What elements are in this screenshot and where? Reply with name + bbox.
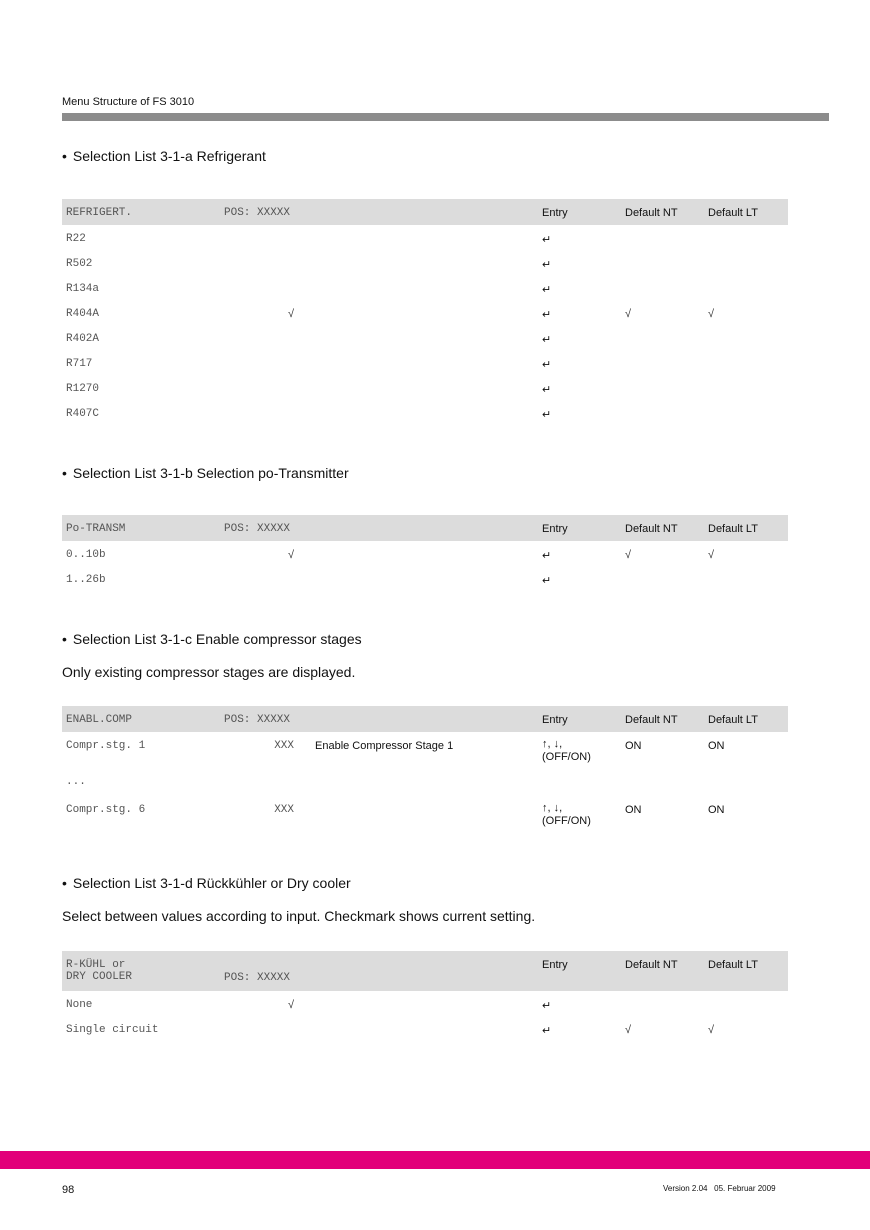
table-row <box>62 566 788 591</box>
table-row <box>62 325 788 350</box>
enter-icon: ↵ <box>542 259 552 271</box>
table-row <box>62 541 788 566</box>
bullet: • <box>62 465 67 481</box>
bullet: • <box>62 875 67 891</box>
col-default-nt: Default NT <box>625 714 678 726</box>
row-name: R402A <box>66 333 100 345</box>
header-divider <box>62 113 829 121</box>
header-title: Menu Structure of FS 3010 <box>62 96 195 108</box>
section-b-heading <box>62 465 349 481</box>
page-number: 98 <box>62 1184 75 1196</box>
default-lt-value: ON <box>708 804 725 816</box>
default-nt-value: ON <box>625 740 642 752</box>
col-name: REFRIGERT. <box>66 207 133 219</box>
table-header <box>62 515 788 541</box>
table-row <box>62 400 788 425</box>
selected-check-icon: √ <box>287 999 294 1011</box>
col-entry: Entry <box>542 959 568 971</box>
row-name: R1270 <box>66 383 100 395</box>
footer-bar <box>0 1151 870 1169</box>
section-c-heading-text: Selection List 3-1-c Enable compressor stages <box>72 631 362 647</box>
section-b-heading-text: Selection List 3-1-b Selection po-Transmitter <box>72 465 349 481</box>
table-row <box>62 300 788 325</box>
section-a-heading-text: Selection List 3-1-a Refrigerant <box>72 148 266 164</box>
selected-check-icon: √ <box>287 308 294 320</box>
default-lt-value: ON <box>708 740 725 752</box>
col-name: ENABL.COMP <box>66 714 133 726</box>
row-name: Compr.stg. 1 <box>66 740 146 752</box>
section-d-description: Select between values according to input. Checkmark shows current setting. <box>62 908 536 924</box>
enter-icon: ↵ <box>542 309 552 321</box>
col-default-nt: Default NT <box>625 959 678 971</box>
enter-icon: ↵ <box>542 409 552 421</box>
selected-check-icon: √ <box>287 549 294 561</box>
bullet: • <box>62 631 67 647</box>
row-name: 0..10b <box>66 549 106 561</box>
section-d-heading-text: Selection List 3-1-d Rückkühler or Dry cooler <box>72 875 351 891</box>
row-name: R134a <box>66 283 100 295</box>
col-entry: Entry <box>542 714 568 726</box>
row-name: R502 <box>66 258 93 270</box>
table-row <box>62 250 788 275</box>
col-pos: POS: XXXXX <box>224 972 291 984</box>
col-name-line1: R-KÜHL or <box>66 959 126 971</box>
col-default-nt: Default NT <box>625 207 678 219</box>
table-row <box>62 991 788 1016</box>
enter-icon: ↵ <box>542 284 552 296</box>
col-name-line2: DRY COOLER <box>66 971 133 983</box>
row-name: Single circuit <box>66 1024 159 1036</box>
col-default-lt: Default LT <box>708 959 758 971</box>
col-name: Po-TRANSM <box>66 523 126 535</box>
row-value: XXX <box>274 740 294 752</box>
enter-icon: ↵ <box>542 234 552 246</box>
enter-icon: ↵ <box>542 1025 552 1037</box>
row-name: R404A <box>66 308 100 320</box>
table-row <box>62 275 788 300</box>
row-name: R22 <box>66 233 86 245</box>
row-name: Compr.stg. 6 <box>66 804 146 816</box>
arrows-icon: ↑, ↓, <box>542 738 563 750</box>
col-default-lt: Default LT <box>708 714 758 726</box>
row-name: R407C <box>66 408 100 420</box>
default-nt-value: ON <box>625 804 642 816</box>
enter-icon: ↵ <box>542 334 552 346</box>
refrigerant-table <box>62 199 788 425</box>
default-nt-check-icon: √ <box>625 308 632 320</box>
enter-icon: ↵ <box>542 575 552 587</box>
entry-options: (OFF/ON) <box>542 815 591 827</box>
table-header <box>62 706 788 732</box>
default-lt-check-icon: √ <box>708 308 715 320</box>
col-entry: Entry <box>542 523 568 535</box>
default-nt-check-icon: √ <box>625 1024 632 1036</box>
section-a-heading <box>62 148 266 164</box>
entry-options: (OFF/ON) <box>542 751 591 763</box>
row-name: 1..26b <box>66 574 106 586</box>
table-row-ellipsis <box>62 772 788 796</box>
section-c-heading <box>62 631 362 647</box>
table-row <box>62 732 788 772</box>
enable-compressor-table <box>62 706 788 836</box>
ellipsis: ... <box>66 776 86 788</box>
row-value: XXX <box>274 804 294 816</box>
col-pos: POS: XXXXX <box>224 714 291 726</box>
col-pos: POS: XXXXX <box>224 523 291 535</box>
section-d-heading <box>62 875 351 891</box>
table-row <box>62 375 788 400</box>
default-lt-check-icon: √ <box>708 1024 715 1036</box>
po-transmitter-table <box>62 515 788 591</box>
enter-icon: ↵ <box>542 1000 552 1012</box>
col-default-lt: Default LT <box>708 207 758 219</box>
default-nt-check-icon: √ <box>625 549 632 561</box>
row-name: None <box>66 999 93 1011</box>
col-default-nt: Default NT <box>625 523 678 535</box>
entry-arrows <box>542 738 591 764</box>
enter-icon: ↵ <box>542 384 552 396</box>
col-default-lt: Default LT <box>708 523 758 535</box>
enter-icon: ↵ <box>542 550 552 562</box>
entry-arrows <box>542 802 591 828</box>
table-row <box>62 796 788 836</box>
section-c-description: Only existing compressor stages are displayed. <box>62 664 356 680</box>
arrows-icon: ↑, ↓, <box>542 802 563 814</box>
table-header <box>62 951 788 991</box>
enter-icon: ↵ <box>542 359 552 371</box>
bullet: • <box>62 148 67 164</box>
row-description: Enable Compressor Stage 1 <box>315 740 454 752</box>
col-name <box>66 959 132 983</box>
table-row <box>62 1016 788 1041</box>
table-row <box>62 225 788 250</box>
default-lt-check-icon: √ <box>708 549 715 561</box>
col-entry: Entry <box>542 207 568 219</box>
col-pos: POS: XXXXX <box>224 207 291 219</box>
dry-cooler-table <box>62 951 788 1041</box>
table-header <box>62 199 788 225</box>
table-row <box>62 350 788 375</box>
version-info: Version 2.04 05. Februar 2009 <box>663 1184 776 1193</box>
row-name: R717 <box>66 358 93 370</box>
